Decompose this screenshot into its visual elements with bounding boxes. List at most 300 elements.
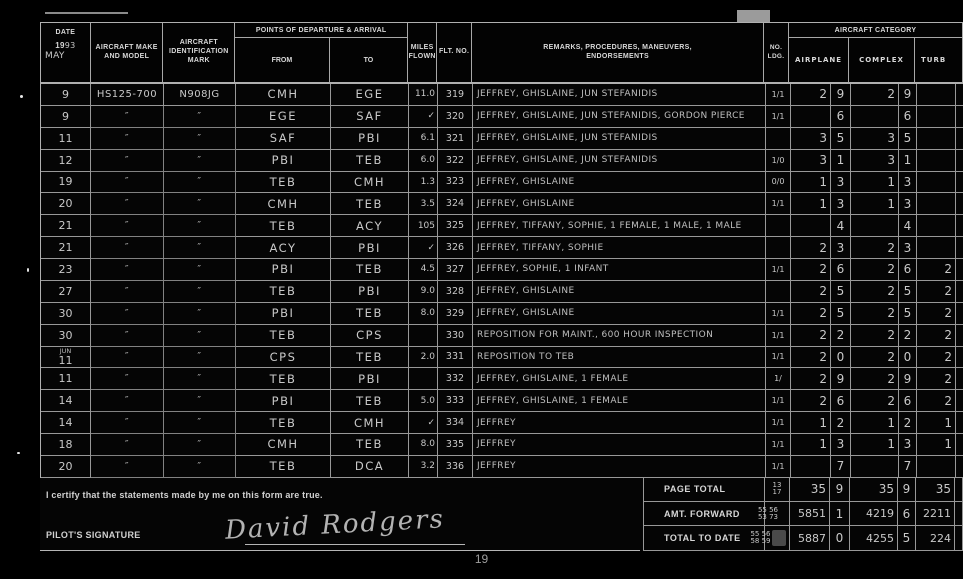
row-16-remarks: JEFFREY [473, 412, 766, 434]
row-11-miles: 8.0 [409, 303, 438, 325]
row-1-cx-t: 9 [899, 84, 917, 106]
row-7-from: TEB [236, 215, 331, 237]
row-7-date: 21 [41, 215, 91, 237]
page-number: 19 [474, 552, 489, 566]
row-5-cx-t: 3 [899, 172, 917, 194]
amt-forward-label: AMT. FORWARD [643, 502, 765, 526]
row-12-remarks: REPOSITION FOR MAINT., 600 HOUR INSPECTION [473, 325, 766, 347]
row-15-ldg: 1/1 [766, 390, 791, 412]
row-8-date: 21 [41, 237, 91, 259]
row-7-ident: ″ [164, 215, 236, 237]
row-1-flt: 319 [438, 84, 473, 106]
row-5-from: TEB [236, 172, 331, 194]
row-9-from: PBI [236, 259, 331, 281]
row-18-date: 20 [41, 456, 91, 478]
row-14-flt: 332 [438, 368, 473, 390]
amt-forward-airplane-t: 1 [830, 502, 850, 526]
row-5-date: 19 [41, 172, 91, 194]
row-9-to: TEB [331, 259, 409, 281]
row-8-cx-h: 2 [851, 237, 899, 259]
row-10-from: TEB [236, 281, 331, 303]
row-1-cx-h: 2 [851, 84, 899, 106]
row-7-cx-t: 4 [899, 215, 917, 237]
pilot-signature-label: PILOT'S SIGNATURE [46, 530, 141, 540]
row-1-miles: 11.0 [409, 84, 438, 106]
row-16-ident: ″ [164, 412, 236, 434]
row-8-make: ″ [91, 237, 164, 259]
row-15-air-h: 2 [791, 390, 831, 412]
row-16-air-t: 2 [831, 412, 851, 434]
row-10-to: PBI [331, 281, 409, 303]
row-12-from: TEB [236, 325, 331, 347]
row-4-flt: 322 [438, 150, 473, 172]
row-8-tb-t [956, 237, 963, 259]
row-16-air-h: 1 [791, 412, 831, 434]
row-2-miles: ✓ [409, 106, 438, 128]
page-total-complex-t: 9 [898, 478, 916, 502]
row-8-miles: ✓ [409, 237, 438, 259]
row-3-make: ″ [91, 128, 164, 150]
row-8-tb-h [917, 237, 956, 259]
row-3-air-t: 5 [831, 128, 851, 150]
total-to-date-ldg: 55 56 58 59 [765, 526, 790, 550]
row-15-to: TEB [331, 390, 409, 412]
row-12-make: ″ [91, 325, 164, 347]
row-2-cx-t: 6 [899, 106, 917, 128]
row-16-miles: ✓ [409, 412, 438, 434]
row-12-tb-t [956, 325, 963, 347]
row-4-from: PBI [236, 150, 331, 172]
row-5-to: CMH [331, 172, 409, 194]
row-3-from: SAF [236, 128, 331, 150]
row-9-date: 23 [41, 259, 91, 281]
row-8-remarks: JEFFREY, TIFFANY, SOPHIE [473, 237, 766, 259]
row-8-to: PBI [331, 237, 409, 259]
row-4-air-t: 1 [831, 150, 851, 172]
row-6-make: ″ [91, 193, 164, 215]
row-14-ident: ″ [164, 368, 236, 390]
row-2-date: 9 [41, 106, 91, 128]
row-17-miles: 8.0 [409, 434, 438, 456]
row-6-flt: 324 [438, 193, 473, 215]
row-18-tb-h [917, 456, 956, 478]
row-9-air-t: 6 [831, 259, 851, 281]
scan-artifact-line [45, 12, 128, 14]
row-11-ldg: 1/1 [766, 303, 791, 325]
row-15-cx-t: 6 [899, 390, 917, 412]
page-total-airplane-h: 35 [790, 478, 830, 502]
amt-forward-ldg: 55 56 53 73 [765, 502, 790, 526]
row-5-flt: 323 [438, 172, 473, 194]
row-9-cx-t: 6 [899, 259, 917, 281]
row-3-remarks: JEFFREY, GHISLAINE, JUN STEFANIDIS [473, 128, 766, 150]
row-9-ldg: 1/1 [766, 259, 791, 281]
row-18-ident: ″ [164, 456, 236, 478]
row-14-ldg: 1/ [766, 368, 791, 390]
row-1-remarks: JEFFREY, GHISLAINE, JUN STEFANIDIS [473, 84, 766, 106]
row-7-ldg [766, 215, 791, 237]
row-11-tb-h: 2 [917, 303, 956, 325]
row-8-cx-t: 3 [899, 237, 917, 259]
row-6-ldg: 1/1 [766, 193, 791, 215]
row-5-ldg: 0/0 [766, 172, 791, 194]
row-5-air-t: 3 [831, 172, 851, 194]
row-2-tb-t [956, 106, 963, 128]
row-6-ident: ″ [164, 193, 236, 215]
page-total-airplane-t: 9 [830, 478, 850, 502]
row-12-miles [409, 325, 438, 347]
row-17-air-t: 3 [831, 434, 851, 456]
row-3-miles: 6.1 [409, 128, 438, 150]
row-13-air-h: 2 [791, 347, 831, 369]
row-10-ldg [766, 281, 791, 303]
row-9-tb-h: 2 [917, 259, 956, 281]
row-17-ident: ″ [164, 434, 236, 456]
row-8-air-t: 3 [831, 237, 851, 259]
row-16-to: CMH [331, 412, 409, 434]
page-total-turb: 35 [916, 478, 955, 502]
header-make: AIRCRAFT MAKE AND MODEL [91, 23, 164, 82]
row-5-remarks: JEFFREY, GHISLAINE [473, 172, 766, 194]
row-10-cx-h: 2 [851, 281, 899, 303]
date-month-handwritten: MAY [45, 50, 65, 61]
logbook-rows [40, 84, 963, 478]
row-1-air-t: 9 [831, 84, 851, 106]
row-16-tb-h: 1 [917, 412, 956, 434]
row-5-tb-h [917, 172, 956, 194]
row-18-cx-t: 7 [899, 456, 917, 478]
row-16-date: 14 [41, 412, 91, 434]
row-6-remarks: JEFFREY, GHISLAINE [473, 193, 766, 215]
row-9-make: ″ [91, 259, 164, 281]
row-13-make: ″ [91, 347, 164, 369]
row-10-ident: ″ [164, 281, 236, 303]
certify-statement: I certify that the statements made by me on this form are true. [46, 490, 323, 500]
row-5-ident: ″ [164, 172, 236, 194]
row-13-flt: 331 [438, 347, 473, 369]
pilot-signature-handwritten: David Rodgers [224, 504, 446, 546]
ink-scribble [772, 530, 786, 546]
row-4-tb-h [917, 150, 956, 172]
row-2-air-h [791, 106, 831, 128]
row-12-air-t: 2 [831, 325, 851, 347]
row-14-date: 11 [41, 368, 91, 390]
row-4-remarks: JEFFREY, GHISLAINE, JUN STEFANIDIS [473, 150, 766, 172]
total-to-date-airplane-h: 5887 [790, 526, 830, 550]
row-14-from: TEB [236, 368, 331, 390]
row-15-remarks: JEFFREY, GHISLAINE, 1 FEMALE [473, 390, 766, 412]
row-15-tb-h: 2 [917, 390, 956, 412]
row-18-cx-h [851, 456, 899, 478]
scan-speck [20, 95, 23, 98]
row-11-to: TEB [331, 303, 409, 325]
total-to-date-complex-t: 5 [898, 526, 916, 550]
header-to: TO [363, 56, 374, 64]
row-8-ident: ″ [164, 237, 236, 259]
row-17-from: CMH [236, 434, 331, 456]
row-11-make: ″ [91, 303, 164, 325]
row-4-cx-h: 3 [851, 150, 899, 172]
row-18-remarks: JEFFREY [473, 456, 766, 478]
header-date [41, 23, 91, 82]
row-8-air-h: 2 [791, 237, 831, 259]
row-13-cx-h: 2 [851, 347, 899, 369]
row-7-miles: 105 [409, 215, 438, 237]
row-7-remarks: JEFFREY, TIFFANY, SOPHIE, 1 FEMALE, 1 MALE, 1 MALE [473, 215, 766, 237]
row-17-to: TEB [331, 434, 409, 456]
signature-underline [245, 544, 465, 545]
row-17-make: ″ [91, 434, 164, 456]
row-4-date: 12 [41, 150, 91, 172]
category-complex-handwritten: COMPLEX [849, 38, 915, 82]
row-18-to: DCA [331, 456, 409, 478]
row-7-air-t: 4 [831, 215, 851, 237]
row-10-make: ″ [91, 281, 164, 303]
row-2-make: ″ [91, 106, 164, 128]
row-6-cx-h: 1 [851, 193, 899, 215]
category-turb-handwritten: TURB [921, 56, 947, 64]
row-3-ident: ″ [164, 128, 236, 150]
row-13-air-t: 0 [831, 347, 851, 369]
row-1-tb-h [917, 84, 956, 106]
row-3-tb-t [956, 128, 963, 150]
row-14-make: ″ [91, 368, 164, 390]
row-14-remarks: JEFFREY, GHISLAINE, 1 FEMALE [473, 368, 766, 390]
header-ldg: NO. LDG. [764, 23, 789, 82]
total-to-date-airplane-t: 0 [830, 526, 850, 550]
row-13-from: CPS [236, 347, 331, 369]
row-12-cx-t: 2 [899, 325, 917, 347]
row-7-to: ACY [331, 215, 409, 237]
row-16-ldg: 1/1 [766, 412, 791, 434]
row-6-date: 20 [41, 193, 91, 215]
row-5-miles: 1.3 [409, 172, 438, 194]
row-3-date: 11 [41, 128, 91, 150]
row-11-flt: 329 [438, 303, 473, 325]
row-14-miles [409, 368, 438, 390]
header-category-group [789, 23, 962, 82]
row-15-ident: ″ [164, 390, 236, 412]
row-17-ldg: 1/1 [766, 434, 791, 456]
scan-speck [27, 268, 29, 272]
row-11-cx-h: 2 [851, 303, 899, 325]
page-total-ldg: 13 17 [765, 478, 790, 502]
total-to-date-complex-h: 4255 [850, 526, 898, 550]
row-13-to: TEB [331, 347, 409, 369]
row-1-ldg: 1/1 [766, 84, 791, 106]
total-to-date-turb-t [955, 526, 963, 550]
row-12-air-h: 2 [791, 325, 831, 347]
row-5-make: ″ [91, 172, 164, 194]
row-9-miles: 4.5 [409, 259, 438, 281]
row-2-flt: 320 [438, 106, 473, 128]
header-flt: FLT. NO. [437, 23, 472, 82]
row-13-ldg: 1/1 [766, 347, 791, 369]
header-points-group [235, 23, 408, 82]
row-14-to: PBI [331, 368, 409, 390]
row-16-cx-t: 2 [899, 412, 917, 434]
row-17-remarks: JEFFREY [473, 434, 766, 456]
row-12-tb-h: 2 [917, 325, 956, 347]
row-10-date: 27 [41, 281, 91, 303]
points-label: POINTS OF DEPARTURE & ARRIVAL [235, 23, 407, 38]
row-13-remarks: REPOSITION TO TEB [473, 347, 766, 369]
row-3-to: PBI [331, 128, 409, 150]
row-9-remarks: JEFFREY, SOPHIE, 1 INFANT [473, 259, 766, 281]
row-7-tb-h [917, 215, 956, 237]
row-15-cx-h: 2 [851, 390, 899, 412]
row-3-air-h: 3 [791, 128, 831, 150]
row-1-tb-t [956, 84, 963, 106]
row-16-flt: 334 [438, 412, 473, 434]
row-6-air-t: 3 [831, 193, 851, 215]
row-9-air-h: 2 [791, 259, 831, 281]
amt-forward-turb: 2211 [916, 502, 955, 526]
row-18-miles: 3.2 [409, 456, 438, 478]
row-15-date: 14 [41, 390, 91, 412]
row-5-air-h: 1 [791, 172, 831, 194]
amt-forward-airplane-h: 5851 [790, 502, 830, 526]
row-10-miles: 9.0 [409, 281, 438, 303]
row-2-ident: ″ [164, 106, 236, 128]
row-8-flt: 326 [438, 237, 473, 259]
date-label: DATE [55, 29, 76, 36]
row-11-cx-t: 5 [899, 303, 917, 325]
row-6-cx-t: 3 [899, 193, 917, 215]
row-18-make: ″ [91, 456, 164, 478]
row-12-to: CPS [331, 325, 409, 347]
row-4-ident: ″ [164, 150, 236, 172]
row-7-air-h [791, 215, 831, 237]
row-10-flt: 328 [438, 281, 473, 303]
row-7-flt: 325 [438, 215, 473, 237]
page-total-complex-h: 35 [850, 478, 898, 502]
row-11-air-h: 2 [791, 303, 831, 325]
amt-forward-complex-t: 6 [898, 502, 916, 526]
row-17-air-h: 1 [791, 434, 831, 456]
row-7-tb-t [956, 215, 963, 237]
category-airplane-handwritten: AIRPLANE [789, 38, 849, 82]
row-1-date: 9 [41, 84, 91, 106]
amt-forward-turb-t [955, 502, 963, 526]
row-16-from: TEB [236, 412, 331, 434]
row-6-miles: 3.5 [409, 193, 438, 215]
row-3-tb-h [917, 128, 956, 150]
row-1-make: HS125-700 [91, 84, 164, 106]
row-18-air-h [791, 456, 831, 478]
row-1-ident: N908JG [164, 84, 236, 106]
row-12-ldg: 1/1 [766, 325, 791, 347]
table-header [40, 22, 963, 84]
row-14-tb-t [956, 368, 963, 390]
row-2-cx-h [851, 106, 899, 128]
row-2-from: EGE [236, 106, 331, 128]
row-12-ident: ″ [164, 325, 236, 347]
row-18-ldg: 1/1 [766, 456, 791, 478]
row-1-air-h: 2 [791, 84, 831, 106]
row-14-air-t: 9 [831, 368, 851, 390]
row-13-date: JUN 11 [41, 347, 91, 369]
row-15-air-t: 6 [831, 390, 851, 412]
row-11-air-t: 5 [831, 303, 851, 325]
row-4-miles: 6.0 [409, 150, 438, 172]
row-6-tb-t [956, 193, 963, 215]
row-2-to: SAF [331, 106, 409, 128]
row-11-remarks: JEFFREY, GHISLAINE [473, 303, 766, 325]
row-13-miles: 2.0 [409, 347, 438, 369]
row-1-from: CMH [236, 84, 331, 106]
row-14-cx-t: 9 [899, 368, 917, 390]
row-10-tb-h: 2 [917, 281, 956, 303]
row-13-tb-h: 2 [917, 347, 956, 369]
row-15-from: PBI [236, 390, 331, 412]
row-14-air-h: 2 [791, 368, 831, 390]
row-10-remarks: JEFFREY, GHISLAINE [473, 281, 766, 303]
row-17-tb-h: 1 [917, 434, 956, 456]
row-17-cx-t: 3 [899, 434, 917, 456]
page-total-turb-t [955, 478, 963, 502]
row-6-air-h: 1 [791, 193, 831, 215]
row-18-flt: 336 [438, 456, 473, 478]
row-14-cx-h: 2 [851, 368, 899, 390]
row-17-cx-h: 1 [851, 434, 899, 456]
totals-section [40, 478, 963, 551]
row-16-cx-h: 1 [851, 412, 899, 434]
row-6-to: TEB [331, 193, 409, 215]
header-ident: AIRCRAFT IDENTIFICATION MARK [163, 23, 235, 82]
row-11-from: PBI [236, 303, 331, 325]
row-8-from: ACY [236, 237, 331, 259]
logbook-page [40, 22, 963, 551]
row-2-remarks: JEFFREY, GHISLAINE, JUN STEFANIDIS, GORDON PIERCE [473, 106, 766, 128]
row-10-cx-t: 5 [899, 281, 917, 303]
row-12-date: 30 [41, 325, 91, 347]
row-12-flt: 330 [438, 325, 473, 347]
row-15-make: ″ [91, 390, 164, 412]
row-17-flt: 335 [438, 434, 473, 456]
row-12-cx-h: 2 [851, 325, 899, 347]
row-11-tb-t [956, 303, 963, 325]
row-3-cx-h: 3 [851, 128, 899, 150]
row-9-ident: ″ [164, 259, 236, 281]
row-16-make: ″ [91, 412, 164, 434]
row-2-tb-h [917, 106, 956, 128]
row-4-tb-t [956, 150, 963, 172]
row-14-tb-h: 2 [917, 368, 956, 390]
footer-rule [40, 550, 640, 551]
row-8-ldg [766, 237, 791, 259]
scan-speck [17, 452, 20, 454]
row-4-cx-t: 1 [899, 150, 917, 172]
category-label: AIRCRAFT CATEGORY [789, 23, 962, 38]
row-18-tb-t [956, 456, 963, 478]
row-17-date: 18 [41, 434, 91, 456]
row-15-tb-t [956, 390, 963, 412]
row-10-air-t: 5 [831, 281, 851, 303]
header-remarks: REMARKS, PROCEDURES, MANEUVERS, ENDORSEMENTS [472, 23, 764, 82]
row-6-from: CMH [236, 193, 331, 215]
row-7-cx-h [851, 215, 899, 237]
row-4-to: TEB [331, 150, 409, 172]
row-13-tb-t [956, 347, 963, 369]
row-2-ldg: 1/1 [766, 106, 791, 128]
row-16-tb-t [956, 412, 963, 434]
row-13-ident: ″ [164, 347, 236, 369]
row-18-air-t: 7 [831, 456, 851, 478]
row-17-tb-t [956, 434, 963, 456]
row-4-air-h: 3 [791, 150, 831, 172]
row-9-flt: 327 [438, 259, 473, 281]
